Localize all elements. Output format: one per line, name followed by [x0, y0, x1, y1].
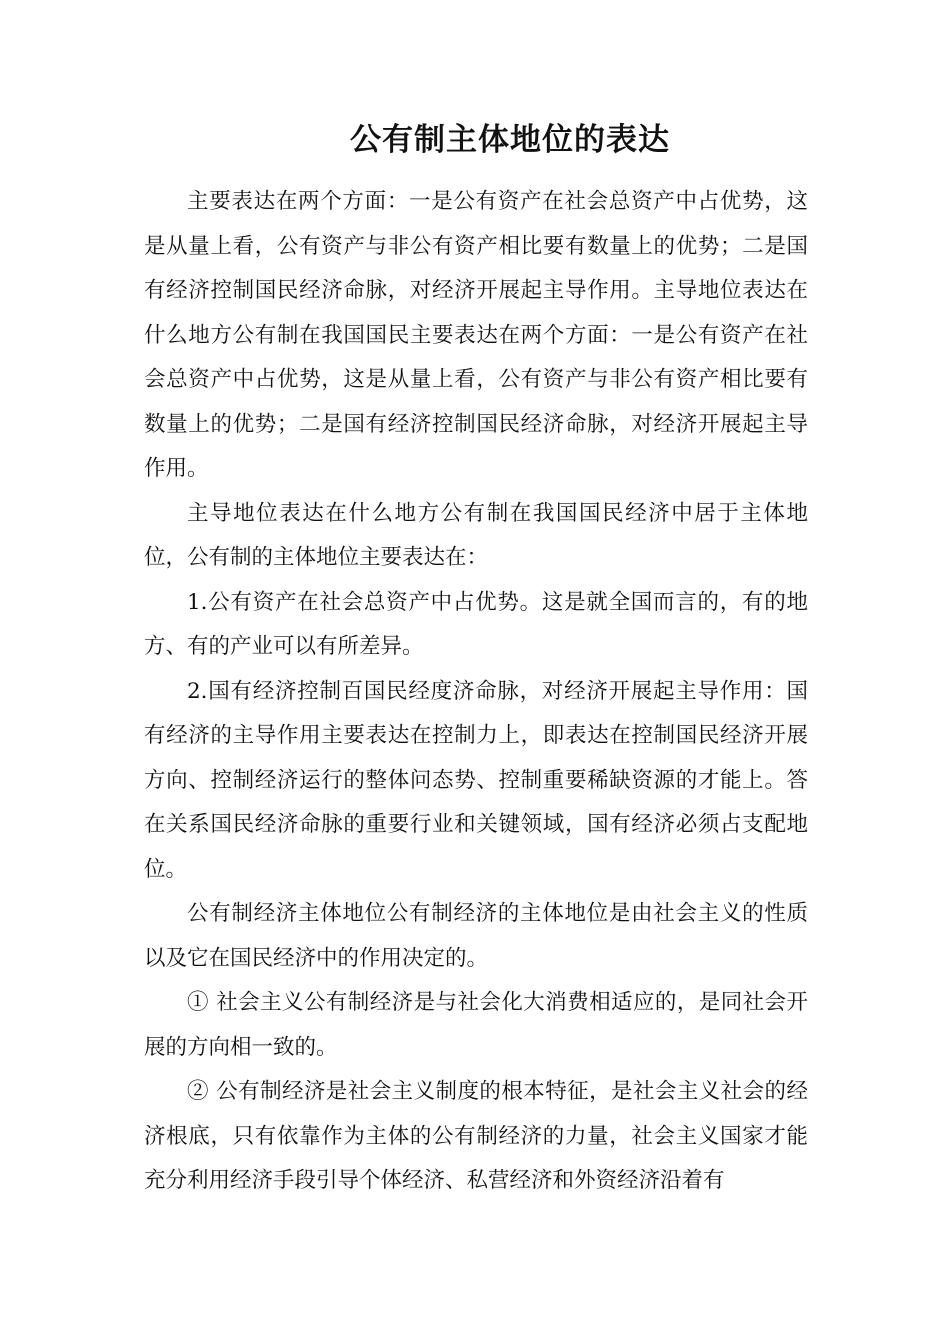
paragraph-2: 主导地位表达在什么地方公有制在我国国民经济中居于主体地位，公有制的主体地位主要表达在： — [144, 500, 808, 570]
paragraph-4: 2.国有经济控制百国民经度济命脉，对经济开展起主导作用：国有经济的主导作用主要表达在控制力上，即表达在控制国民经济开展方向、控制经济运行的整体问态势、控制重要稀缺资源的才能上。答在关系国民经济命脉的重要行业和关键领域，国有经济必须占支配地位。 — [144, 678, 808, 882]
paragraph-7: ② 公有制经济是社会主义制度的根本特征，是社会主义社会的经济根底，只有依靠作为主体的公有制经济的力量，社会主义国家才能充分利用经济手段引导个体经济、私营经济和外资经济沿着有 — [144, 1079, 808, 1193]
document-title: 公有制主体地位的表达 — [350, 122, 670, 158]
document-body — [144, 180, 808, 1204]
paragraph-6: ① 社会主义公有制经济是与社会化大消费相适应的，是同社会开展的方向相一致的。 — [144, 990, 808, 1060]
paragraph-3: 1.公有资产在社会总资产中占优势。这是就全国而言的，有的地方、有的产业可以有所差异。 — [144, 589, 808, 659]
paragraph-5: 公有制经济主体地位公有制经济的主体地位是由社会主义的性质以及它在国民经济中的作用决定的。 — [144, 901, 808, 971]
paragraph-1: 主要表达在两个方面：一是公有资产在社会总资产中占优势，这是从量上看，公有资产与非公有资产相比要有数量上的优势；二是国有经济控制国民经济命脉，对经济开展起主导作用。主导地位表达在什么地方公有制在我国国民主要表达在两个方面：一是公有资产在社会总资产中占优势，这是从量上看，公有资产与非公有资产相比要有数量上的优势；二是国有经济控制国民经济命脉，对经济开展起主导作用。 — [144, 189, 808, 481]
